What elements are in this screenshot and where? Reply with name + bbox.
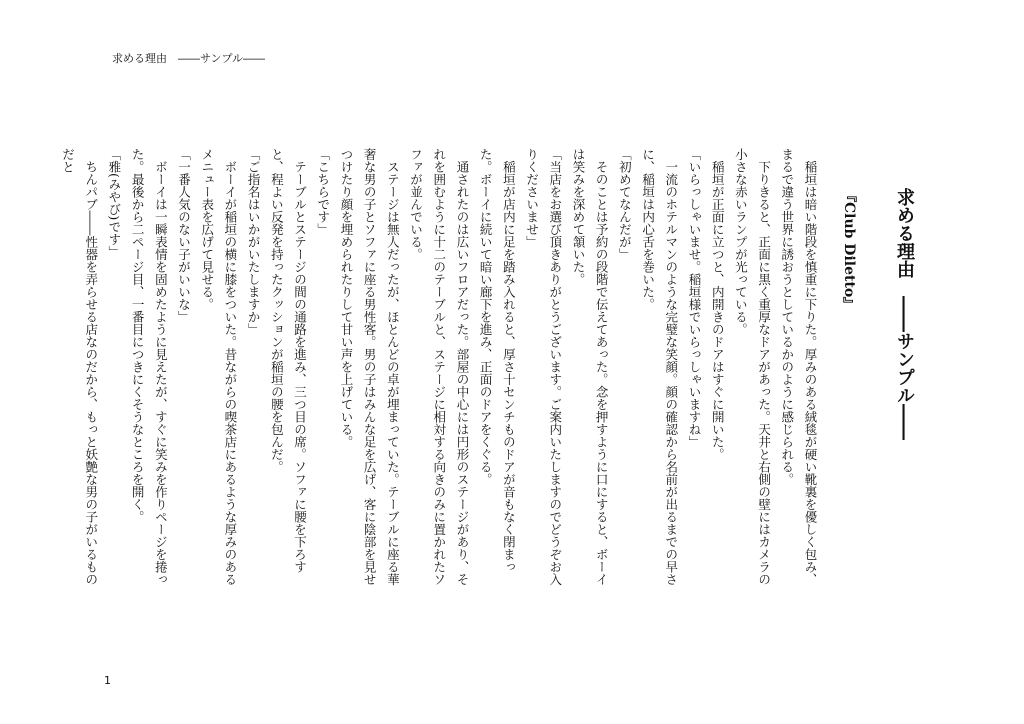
paragraph: ステージは無人だったが、ほとんどの卓が埋まっていた。テーブルに座る華奢な男の子とソファに座る男性客。男の子はみんな足を広げ、客に陰部を見せつけたり顔を埋められたりして甘い声を上げている。 — [338, 148, 401, 586]
paragraph: 稲垣は暗い階段を慎重に下りた。厚みのある絨毯が硬い靴裏を優しく包み、まるで違う世界に誘おうとしているかのように感じられる。 — [779, 148, 818, 586]
dialogue-line: 「当店をお選び頂きありがとうございます。ご案内いたしますのでどうぞお入りくださいませ」 — [524, 148, 563, 586]
dialogue-line: 「初めてなんだが」 — [617, 148, 633, 261]
dialogue-line: 「雅(みやび)です」 — [106, 148, 122, 258]
dialogue-line: 「ご指名はいかがいたしますか」 — [246, 148, 262, 336]
section-heading: 『Club Diletto』 — [841, 188, 857, 312]
running-header: 求める理由 ――サンプル―― — [112, 52, 266, 65]
paragraph: 通されたのは広いフロアだった。部屋の中心には円形のステージがあり、それを囲むように十二のテーブルと、ステージに相対する向きのみに置かれたソファが並んでいる。 — [408, 148, 470, 586]
page-number: 1 — [104, 674, 111, 687]
chapter-title: 求める理由 ――サンプル―― — [894, 188, 915, 440]
dialogue-line: 「こちらです」 — [315, 148, 331, 236]
paragraph: 下りきると、正面に黒く重厚なドアがあった。天井と右側の壁にはカメラの小さな赤いランプが光っている。 — [733, 148, 772, 586]
paragraph: テーブルとステージの間の通路を進み、三つ目の席。ソファに腰を下ろすと、程よい反発を持ったクッションが稲垣の腰を包んだ。 — [269, 148, 308, 573]
dialogue-line: 「一番人気のない子がいいな」 — [176, 148, 192, 323]
paragraph: 稲垣が店内に足を踏み入れると、厚さ十センチものドアが音もなく閉まった。ボーイに続いて暗い廊下を進み、正面のドアをくぐる。 — [478, 148, 517, 573]
paragraph: ボーイが稲垣の横に膝をついた。昔ながらの喫茶店にあるような厚みのあるメニュー表を広げて見せる。 — [199, 148, 238, 586]
paragraph: ボーイは一瞬表情を固めたように見えたが、すぐに笑みを作りページを捲った。最後から二ページ目、一番目につきにくそうなところを開く。 — [130, 148, 169, 586]
paragraph: そのことは予約の段階で伝えてあった。念を押すように口にすると、ボーイは笑みを深めて頷いた。 — [570, 148, 610, 586]
paragraph: 稲垣が正面に立つと、内開きのドアはすぐに開いた。 — [710, 148, 726, 461]
paragraph: 一流のホテルマンのような完璧な笑顔。顔の確認から名前が出るまでの早さに、稲垣は内心舌を巻いた。 — [640, 148, 679, 586]
paragraph: ちんパブ――性器を弄らせる店なのだから、もっと妖艶な男の子がいるものだと — [60, 148, 99, 586]
dialogue-line: 「いらっしゃいませ。稲垣様でいらっしゃいますね」 — [686, 148, 702, 448]
body-text — [60, 148, 822, 596]
